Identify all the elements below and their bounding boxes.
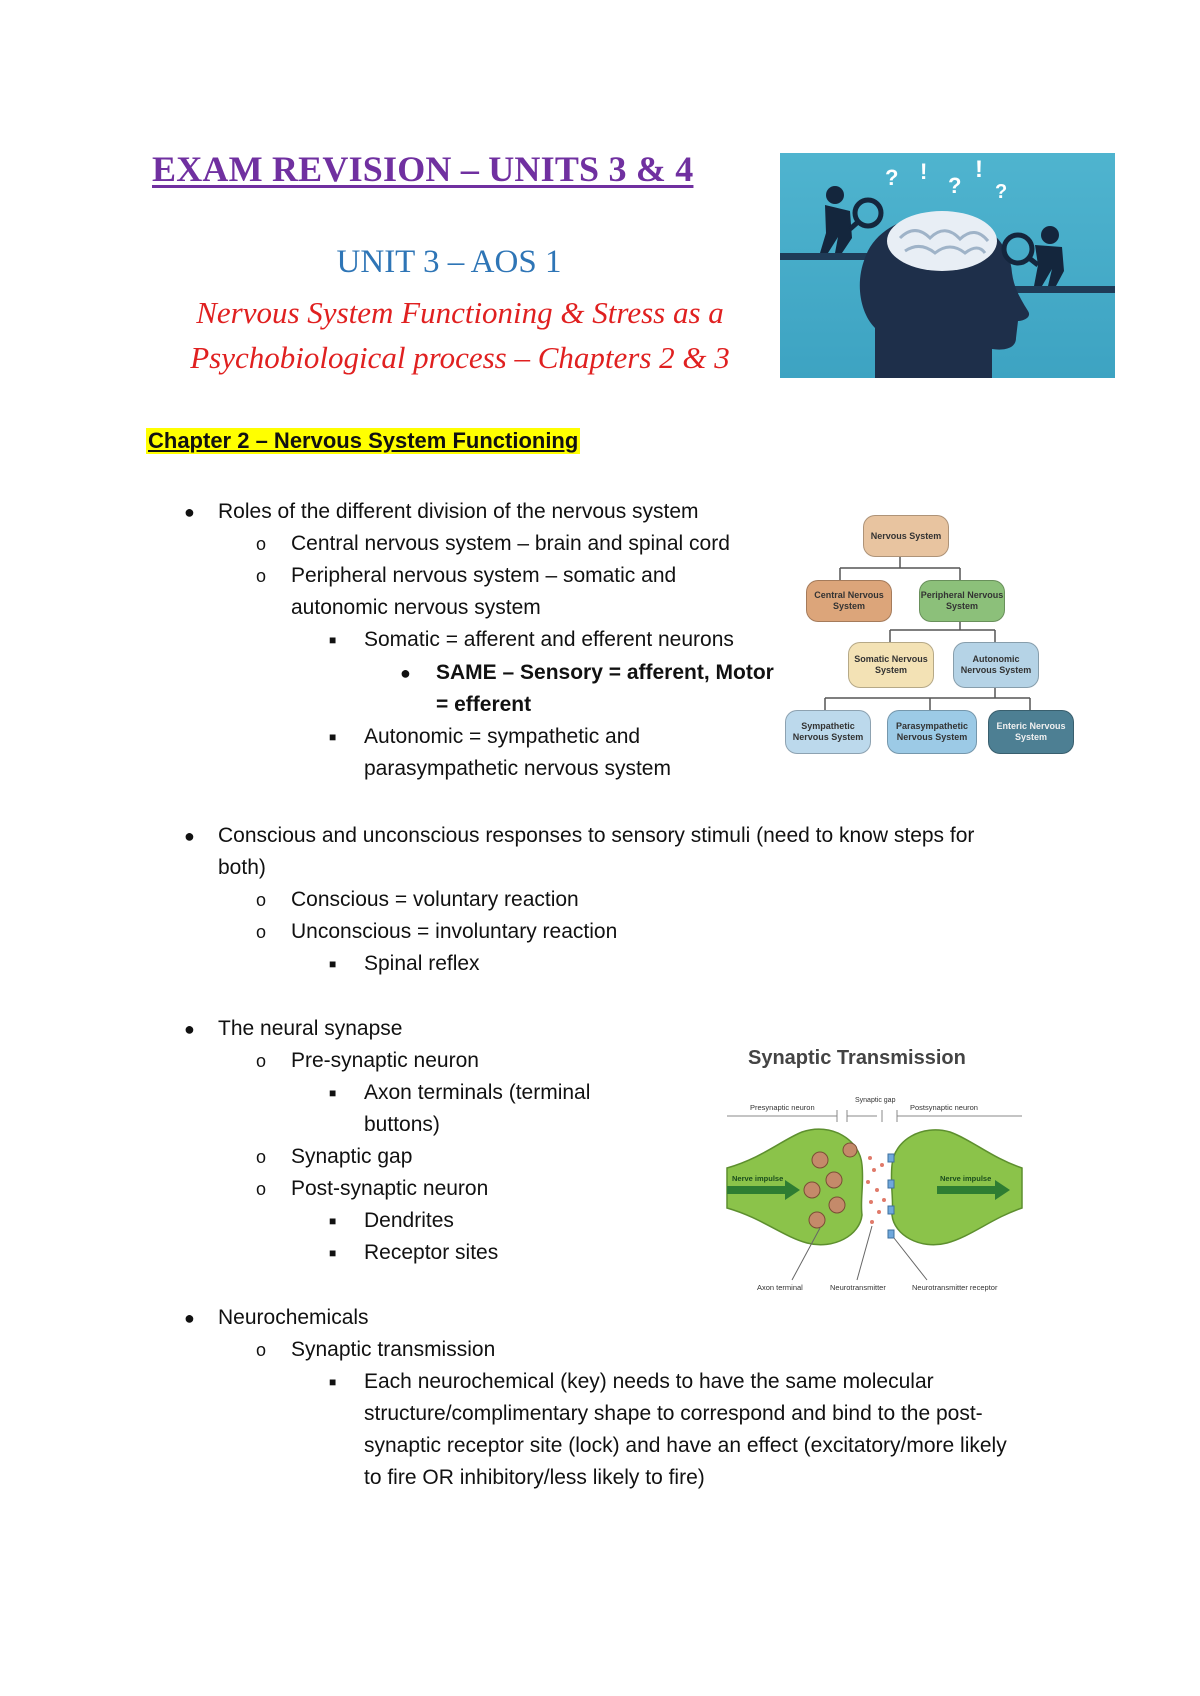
document-title: EXAM REVISION – UNITS 3 & 4 — [152, 149, 694, 189]
bullet-disc-icon: ● — [184, 1019, 195, 1039]
left-figure-body — [820, 205, 852, 253]
bullet-circle-icon: o — [256, 890, 267, 910]
label-nerve-impulse-left: Nerve impulse — [732, 1174, 784, 1183]
unit-subtitle — [150, 290, 770, 380]
exclamation-mark: ! — [975, 156, 983, 183]
bullet-circle-icon: o — [256, 1051, 267, 1071]
synapse-svg — [722, 1040, 1032, 1300]
list-item: Peripheral nervous system – somatic and — [291, 564, 677, 587]
subtitle-line-2: Psychobiological process – Chapters 2 & 3 — [190, 340, 730, 375]
question-mark: ? — [885, 165, 899, 190]
right-figure-head — [1041, 226, 1059, 244]
bullet-square-icon: ■ — [329, 1214, 337, 1228]
list-item: Conscious and unconscious responses to sensory stimuli (need to know steps for — [218, 824, 975, 847]
bullet-square-icon: ■ — [329, 1086, 337, 1100]
list-item: Autonomic = sympathetic and — [364, 725, 641, 748]
label-neurotransmitter-receptor: Neurotransmitter receptor — [912, 1283, 998, 1292]
list-item-continuation: autonomic nervous system — [291, 596, 541, 619]
list-item: Synaptic transmission — [291, 1338, 496, 1361]
right-magnifier — [1004, 235, 1032, 263]
left-magnifier — [855, 200, 881, 226]
label-neurotransmitter: Neurotransmitter — [830, 1283, 886, 1292]
node-central-nervous-system: Central Nervous System — [806, 580, 892, 622]
list-item-continuation: to fire OR inhibitory/less likely to fire) — [364, 1466, 705, 1489]
right-figure-body — [1034, 245, 1064, 286]
bullet-circle-icon: o — [256, 566, 267, 586]
bullet-square-icon: ■ — [329, 957, 337, 971]
list-item: Central nervous system – brain and spinal cord — [291, 532, 730, 555]
node-sympathetic-nervous-system: Sympathetic Nervous System — [785, 710, 871, 754]
list-item: Post-synaptic neuron — [291, 1177, 489, 1200]
hero-illustration — [780, 153, 1115, 378]
left-figure-head — [826, 186, 844, 204]
node-nervous-system: Nervous System — [863, 515, 949, 557]
brain-head-illustration — [780, 153, 1115, 378]
brain-shape — [887, 211, 997, 271]
label-axon-terminal: Axon terminal — [757, 1283, 803, 1292]
list-item-continuation: both) — [218, 856, 266, 879]
exclamation-mark: ! — [920, 159, 928, 184]
label-presynaptic: Presynaptic neuron — [750, 1103, 815, 1112]
node-enteric-nervous-system: Enteric Nervous System — [988, 710, 1074, 754]
node-autonomic-nervous-system: Autonomic Nervous System — [953, 642, 1039, 688]
list-item: Receptor sites — [364, 1241, 499, 1264]
bullet-circle-icon: o — [256, 922, 267, 942]
nervous-system-diagram — [780, 512, 1080, 757]
list-item: Pre-synaptic neuron — [291, 1049, 479, 1072]
bullet-circle-icon: o — [256, 1340, 267, 1360]
node-peripheral-nervous-system: Peripheral Nervous System — [919, 580, 1005, 622]
list-item: The neural synapse — [218, 1017, 403, 1040]
bullet-circle-icon: o — [256, 1147, 267, 1167]
right-ledge — [1005, 286, 1115, 293]
list-item: SAME – Sensory = afferent, Motor — [436, 661, 774, 684]
question-mark: ? — [948, 173, 962, 198]
list-item: Axon terminals (terminal — [364, 1081, 591, 1104]
list-item: Neurochemicals — [218, 1306, 369, 1329]
list-item: Unconscious = involuntary reaction — [291, 920, 618, 943]
node-parasympathetic-nervous-system: Parasympathetic Nervous System — [887, 710, 977, 754]
question-mark: ? — [995, 181, 1008, 203]
bullet-disc-icon: ● — [184, 1308, 195, 1328]
list-item-continuation: = efferent — [436, 693, 532, 716]
synapse-title: Synaptic Transmission — [748, 1047, 966, 1069]
subtitle-line-1: Nervous System Functioning & Stress as a — [196, 295, 724, 330]
label-postsynaptic: Postsynaptic neuron — [910, 1103, 978, 1112]
label-synaptic-gap: Synaptic gap — [855, 1097, 896, 1104]
label-nerve-impulse-right: Nerve impulse — [940, 1174, 992, 1183]
list-item-continuation: parasympathetic nervous system — [364, 757, 671, 780]
list-item: Roles of the different division of the nervous system — [218, 500, 699, 523]
bullet-disc-icon: ● — [400, 663, 411, 683]
list-item: Conscious = voluntary reaction — [291, 888, 579, 911]
bullet-square-icon: ■ — [329, 1246, 337, 1260]
list-item: Somatic = afferent and efferent neurons — [364, 628, 734, 651]
bullet-disc-icon: ● — [184, 502, 195, 522]
list-item: Each neurochemical (key) needs to have the same molecular — [364, 1370, 934, 1393]
list-item-continuation: structure/complimentary shape to correspond and bind to the post- — [364, 1402, 983, 1425]
bullet-circle-icon: o — [256, 1179, 267, 1199]
list-item: Synaptic gap — [291, 1145, 413, 1168]
bullet-square-icon: ■ — [329, 1375, 337, 1389]
node-somatic-nervous-system: Somatic Nervous System — [848, 642, 934, 688]
chapter-heading: Chapter 2 – Nervous System Functioning — [148, 428, 579, 453]
list-item: Dendrites — [364, 1209, 454, 1232]
list-item-continuation: synaptic receptor site (lock) and have an effect (excitatory/more likely — [364, 1434, 1007, 1457]
synaptic-transmission-diagram — [722, 1040, 1032, 1300]
unit-heading: UNIT 3 – AOS 1 — [336, 244, 562, 280]
bullet-square-icon: ■ — [329, 730, 337, 744]
list-item-continuation: buttons) — [364, 1113, 440, 1136]
list-item: Spinal reflex — [364, 952, 480, 975]
bullet-circle-icon: o — [256, 534, 267, 554]
bullet-disc-icon: ● — [184, 826, 195, 846]
bullet-square-icon: ■ — [329, 633, 337, 647]
